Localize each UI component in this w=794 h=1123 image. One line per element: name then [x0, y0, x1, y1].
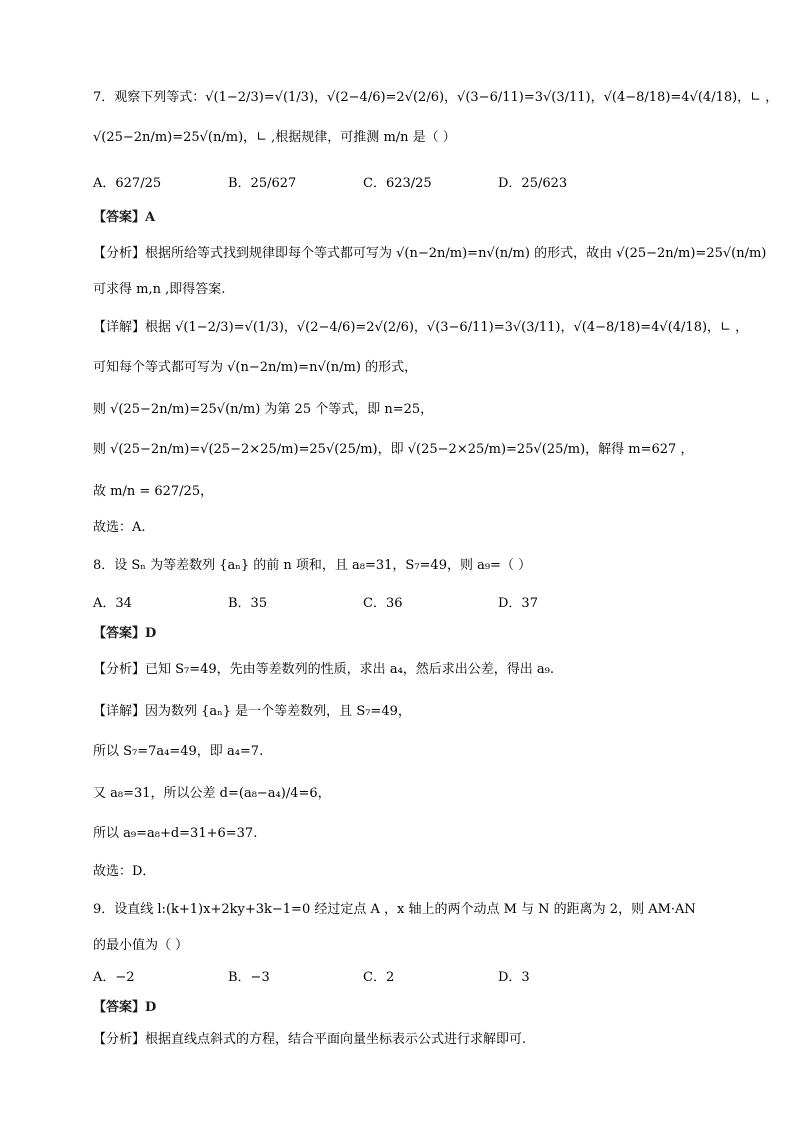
- q7-detail-line5: 故 m/n = 627/25，: [93, 484, 214, 499]
- q9-answer: 【答案】D: [93, 1000, 157, 1015]
- q8-detail-line3: 又 a₈=31，所以公差 d=(a₈−a₄)/4=6，: [93, 786, 331, 801]
- q7-analysis-line1: 【分析】根据所给等式找到规律即每个等式都可写为 √(n−2n/m)=n√(n/m) 的形式，故由 √(25−2n/m)=25√(n/m): [93, 246, 767, 261]
- q7-stem-line1: 7．观察下列等式：√(1−2/3)=√(1/3)，√(2−4/6)=2√(2/6)，√(3−6/11)=3√(3/11)，√(4−8/18)=4√(4/18)，∟ ，: [93, 90, 779, 105]
- q9-stem-line2: 的最小值为（ ）: [93, 938, 189, 953]
- q8-choice: 故选：D．: [93, 864, 156, 879]
- q9-option-a: A．−2: [93, 970, 135, 985]
- q7-detail-line3: 则 √(25−2n/m)=25√(n/m) 为第 25 个等式，即 n=25，: [93, 402, 434, 417]
- q9-option-c: C．2: [363, 970, 395, 985]
- q7-analysis-line2: 可求得 m,n ,即得答案.: [93, 282, 226, 297]
- q8-options: [93, 592, 693, 611]
- q9-options: [93, 966, 693, 985]
- q7-option-d: D．25/623: [498, 176, 568, 191]
- q7-detail-line2: 可知每个等式都可写为 √(n−2n/m)=n√(n/m) 的形式，: [93, 360, 418, 375]
- q8-analysis: 【分析】已知 S₇=49，先由等差数列的性质，求出 a₄，然后求出公差，得出 a₉.: [93, 662, 555, 677]
- q9-analysis: 【分析】根据直线点斜式的方程，结合平面向量坐标表示公式进行求解即可.: [93, 1032, 527, 1047]
- q8-option-a: A．34: [93, 596, 132, 611]
- q8-option-c: C．36: [363, 596, 403, 611]
- q9-option-b: B．−3: [228, 970, 270, 985]
- q7-options: [93, 172, 693, 191]
- q7-option-c: C．623/25: [363, 176, 432, 191]
- q9-option-d: D．3: [498, 970, 530, 985]
- q8-option-d: D．37: [498, 596, 538, 611]
- q8-option-b: B．35: [228, 596, 268, 611]
- q8-stem: 8．设 Sₙ 为等差数列 {aₙ} 的前 n 项和，且 a₈=31，S₇=49，则 a₉=（ ）: [93, 558, 532, 573]
- q7-detail-line4: 则 √(25−2n/m)=√(25−2×25/m)=25√(25/m)，即 √(25−2×25/m)=25√(25/m)，解得 m=627 ，: [93, 442, 694, 457]
- q7-stem-line2: √(25−2n/m)=25√(n/m)，∟ ,根据规律，可推测 m/n 是（ ）: [93, 130, 456, 145]
- q8-detail-line2: 所以 S₇=7a₄=49，即 a₄=7.: [93, 744, 264, 759]
- q7-choice: 故选：A.: [93, 520, 146, 535]
- q8-answer: 【答案】D: [93, 626, 157, 641]
- q7-detail-line1: 【详解】根据 √(1−2/3)=√(1/3)，√(2−4/6)=2√(2/6)，√(3−6/11)=3√(3/11)，√(4−8/18)=4√(4/18)，∟ ，: [93, 320, 749, 335]
- q8-detail-line4: 所以 a₉=a₈+d=31+6=37.: [93, 826, 258, 841]
- q7-option-a: A．627/25: [93, 176, 162, 191]
- q9-stem-line1: 9．设直线 l:(k+1)x+2ky+3k−1=0 经过定点 A ，x 轴上的两个动点 M 与 N 的距离为 2，则 AM·AN: [93, 902, 696, 917]
- q7-option-b: B．25/627: [228, 176, 297, 191]
- q8-detail-line1: 【详解】因为数列 {aₙ} 是一个等差数列，且 S₇=49，: [93, 704, 411, 719]
- q7-answer: 【答案】A: [93, 210, 156, 225]
